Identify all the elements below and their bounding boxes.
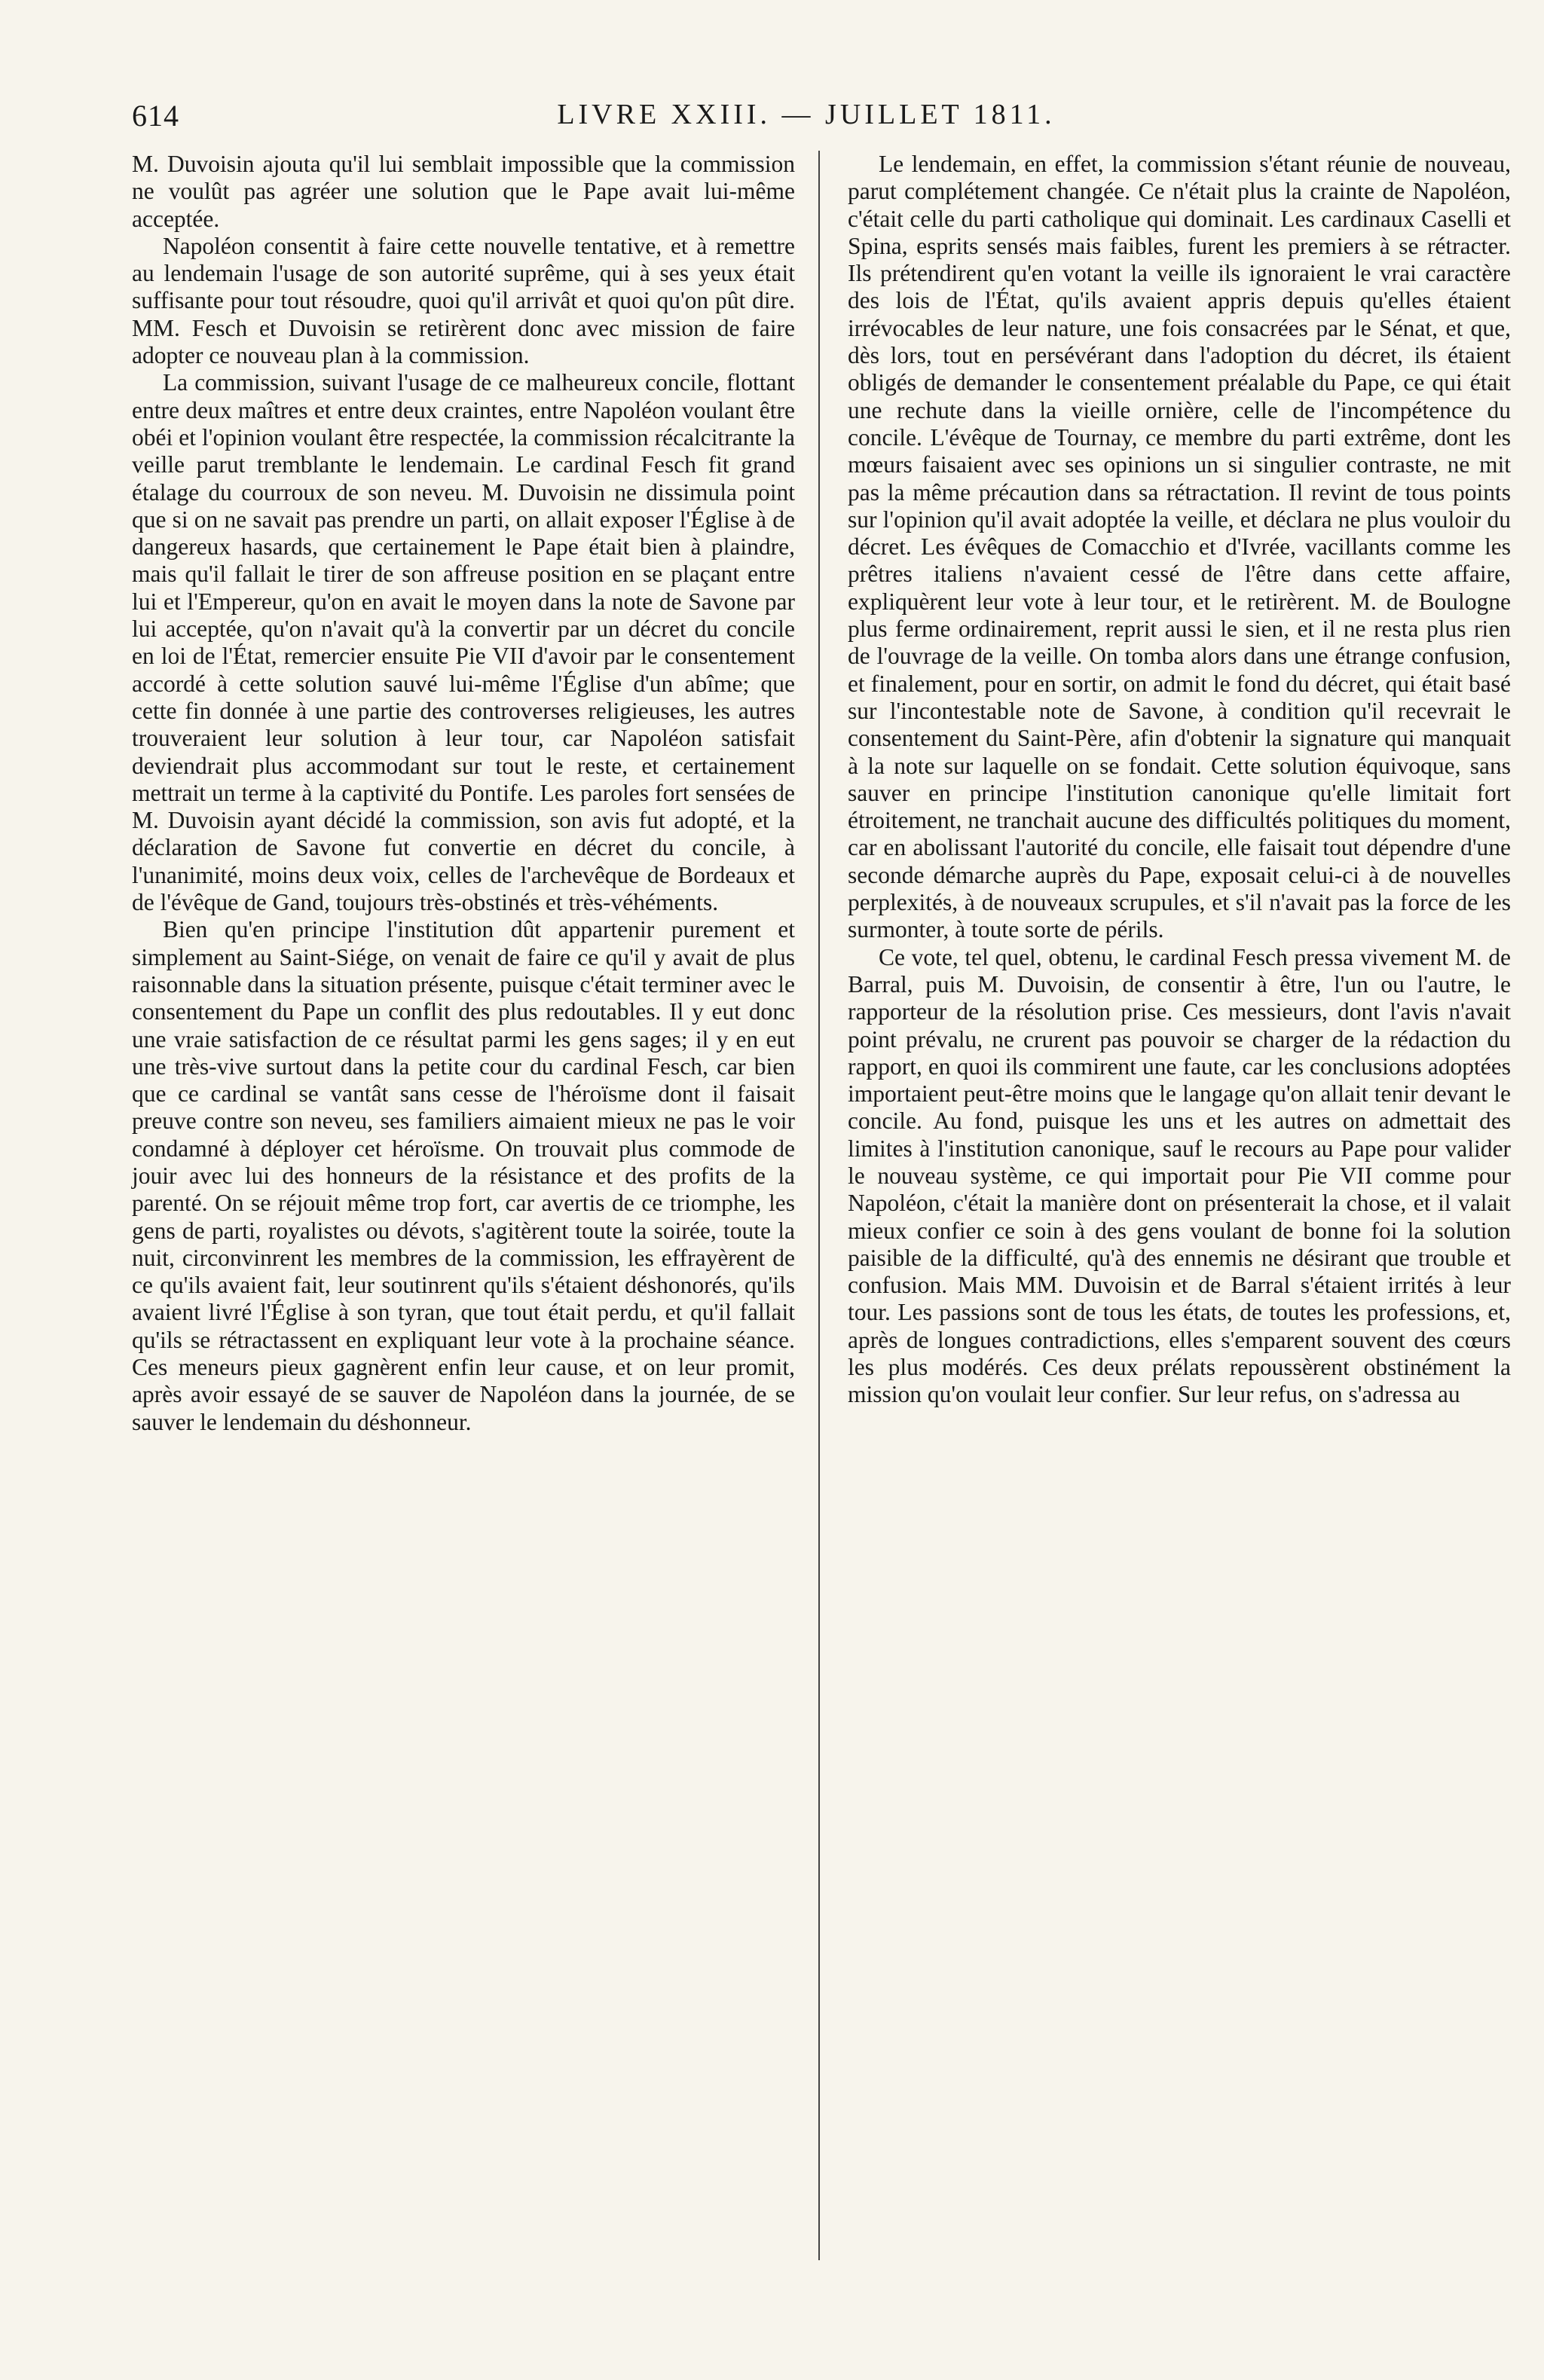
right-column	[848, 151, 1511, 1409]
paragraph: Napoléon consentit à faire cette nouvelle tentative, et à remettre au lendemain l'usage de son autorité suprême, qui à ses yeux était suffisante pour tout résoudre, quoi qu'il arrivât et quoi qu'on pût dire. MM. Fesch et Duvoisin se retirèrent donc avec mission de faire adopter ce nouveau plan à la commission.	[132, 232, 795, 369]
paragraph: Bien qu'en principe l'institution dût appartenir purement et simplement au Saint-Siége, on venait de faire ce qu'il y avait de plus raisonnable dans la situation présente, puisque c'était terminer avec le consentement du Pape un conflit des plus redoutables. Il y eut donc une vraie satisfaction de ce résultat parmi les gens sages; il y en eut une très-vive surtout dans la petite cour du cardinal Fesch, car bien que ce cardinal se vantât sans cesse de l'héroïsme dont il faisait preuve contre son neveu, ses familiers aimaient mieux ne pas le voir condamné à déployer cet héroïsme. On trouvait plus commode de jouir avec lui des honneurs de la résistance et des profits de la parenté. On se réjouit même trop fort, car avertis de ce triomphe, les gens de parti, royalistes ou dévots, s'agitèrent toute la soirée, toute la nuit, circonvinrent les membres de la commission, les effrayèrent de ce qu'ils avaient fait, leur soutinrent qu'ils s'étaient déshonorés, qu'ils avaient livré l'Église à son tyran, que tout était perdu, et qu'il fallait qu'ils se rétractassent en expliquant leur vote à la prochaine séance. Ces meneurs pieux gagnèrent enfin leur cause, et on leur promit, après avoir essayé de se sauver de Napoléon dans la journée, de se sauver le lendemain du déshonneur.	[132, 916, 795, 1435]
paragraph: Ce vote, tel quel, obtenu, le cardinal Fesch pressa vivement M. de Barral, puis M. Duvoisin, de consentir à être, l'un ou l'autre, le rapporteur de la résolution prise. Ces messieurs, dont l'avis n'avait point prévalu, ne crurent pas pouvoir se charger de la rédaction du rapport, en quoi ils commirent une faute, car les conclusions adoptées importaient peut-être moins que le langage qu'on allait tenir devant le concile. Au fond, puisque les uns et les autres on admettait des limites à l'institution canonique, sauf le recours au Pape pour valider le nouveau système, ce qui importait pour Pie VII comme pour Napoléon, c'était la manière dont on présenterait la chose, et il valait mieux confier ce soin à des gens voulant de bonne foi la solution paisible de la difficulté, qu'à des ennemis ne désirant que trouble et confusion. Mais MM. Duvoisin et de Barral s'étaient irrités à leur tour. Les passions sont de tous les états, de toutes les professions, et, après de longues contradictions, elles s'emparent souvent des cœurs les plus modérés. Ces deux prélats repoussèrent obstinément la mission qu'on voulait leur confier. Sur leur refus, on s'adressa au	[848, 943, 1511, 1408]
page-number: 614	[132, 99, 179, 133]
paragraph: Le lendemain, en effet, la commission s'étant réunie de nouveau, parut complétement changée. Ce n'était plus la crainte de Napoléon, c'était celle du parti catholique qui dominait. Les cardinaux Caselli et Spina, esprits sensés mais faibles, furent les premiers à se rétracter. Ils prétendirent qu'en votant la veille ils ignoraient le vrai caractère des lois de l'État, qu'ils avaient appris depuis qu'elles étaient irrévocables de leur nature, une fois consacrées par le Sénat, et que, dès lors, tout en persévérant dans l'adoption du décret, ils étaient obligés de demander le consentement préalable du Pape, ce qui était une rechute dans la vieille ornière, celle de l'incompétence du concile. L'évêque de Tournay, ce membre du parti extrême, dont les mœurs faisaient avec ses opinions un si singulier contraste, ne mit pas la même précaution dans sa rétractation. Il revint de tous points sur l'opinion qu'il avait adoptée la veille, et déclara ne plus vouloir du décret. Les évêques de Comacchio et d'Ivrée, vacillants comme les prêtres italiens n'avaient cessé de l'être dans cette affaire, expliquèrent leur vote à leur tour, et le retirèrent. M. de Boulogne plus ferme ordinairement, reprit aussi le sien, et il ne resta plus rien de l'ouvrage de la veille. On tomba alors dans une étrange confusion, et finalement, pour en sortir, on admit le fond du décret, qui était basé sur l'incontestable note de Savone, à condition qu'il recevrait le consentement du Saint-Père, afin d'obtenir la signature qui manquait à la note sur laquelle on se fondait. Cette solution équivoque, sans sauver en principe l'institution canonique qu'elle limitait fort étroitement, ne tranchait aucune des difficultés politiques du moment, car en abolissant l'autorité du concile, elle faisait tout dépendre d'une seconde démarche auprès du Pape, exposait celui-ci à de nouvelles perplexités, à de nouveaux scrupules, et s'il n'avait pas la force de les surmonter, à toute sorte de périls.	[848, 151, 1511, 943]
page-header	[132, 98, 1481, 143]
paragraph: La commission, suivant l'usage de ce malheureux concile, flottant entre deux maîtres et entre deux craintes, entre Napoléon voulant être obéi et l'opinion voulant être respectée, la commission récalcitrante la veille parut tremblante le lendemain. Le cardinal Fesch fit grand étalage du courroux de son neveu. M. Duvoisin ne dissimula point que si on ne savait pas prendre un parti, on allait exposer l'Église à de dangereux hasards, que certainement le Pape était bien à plaindre, mais qu'il fallait le tirer de son affreuse position en se plaçant entre lui et l'Empereur, qu'on en avait le moyen dans la note de Savone par lui acceptée, qu'on n'avait qu'à la convertir par un décret du concile en loi de l'État, remercier ensuite Pie VII d'avoir par le consentement accordé à cette solution sauvé lui-même l'Église d'un abîme; que cette fin donnée à une partie des controverses religieuses, les autres trouveraient leur solution à leur tour, car Napoléon satisfait deviendrait plus accommodant sur tout le reste, et certainement mettrait un terme à la captivité du Pontife. Les paroles fort sensées de M. Duvoisin ayant décidé la commission, son avis fut adopté, et la déclaration de Savone fut convertie en décret du concile, à l'unanimité, moins deux voix, celles de l'archevêque de Bordeaux et de l'évêque de Gand, toujours très-obstinés et très-véhéments.	[132, 369, 795, 916]
running-head: LIVRE XXIII. — JUILLET 1811.	[557, 99, 1056, 130]
paragraph: M. Duvoisin ajouta qu'il lui semblait impossible que la commission ne voulût pas agréer une solution que le Pape avait lui-même acceptée.	[132, 151, 795, 232]
column-divider	[818, 151, 820, 2260]
left-column	[132, 151, 795, 1436]
